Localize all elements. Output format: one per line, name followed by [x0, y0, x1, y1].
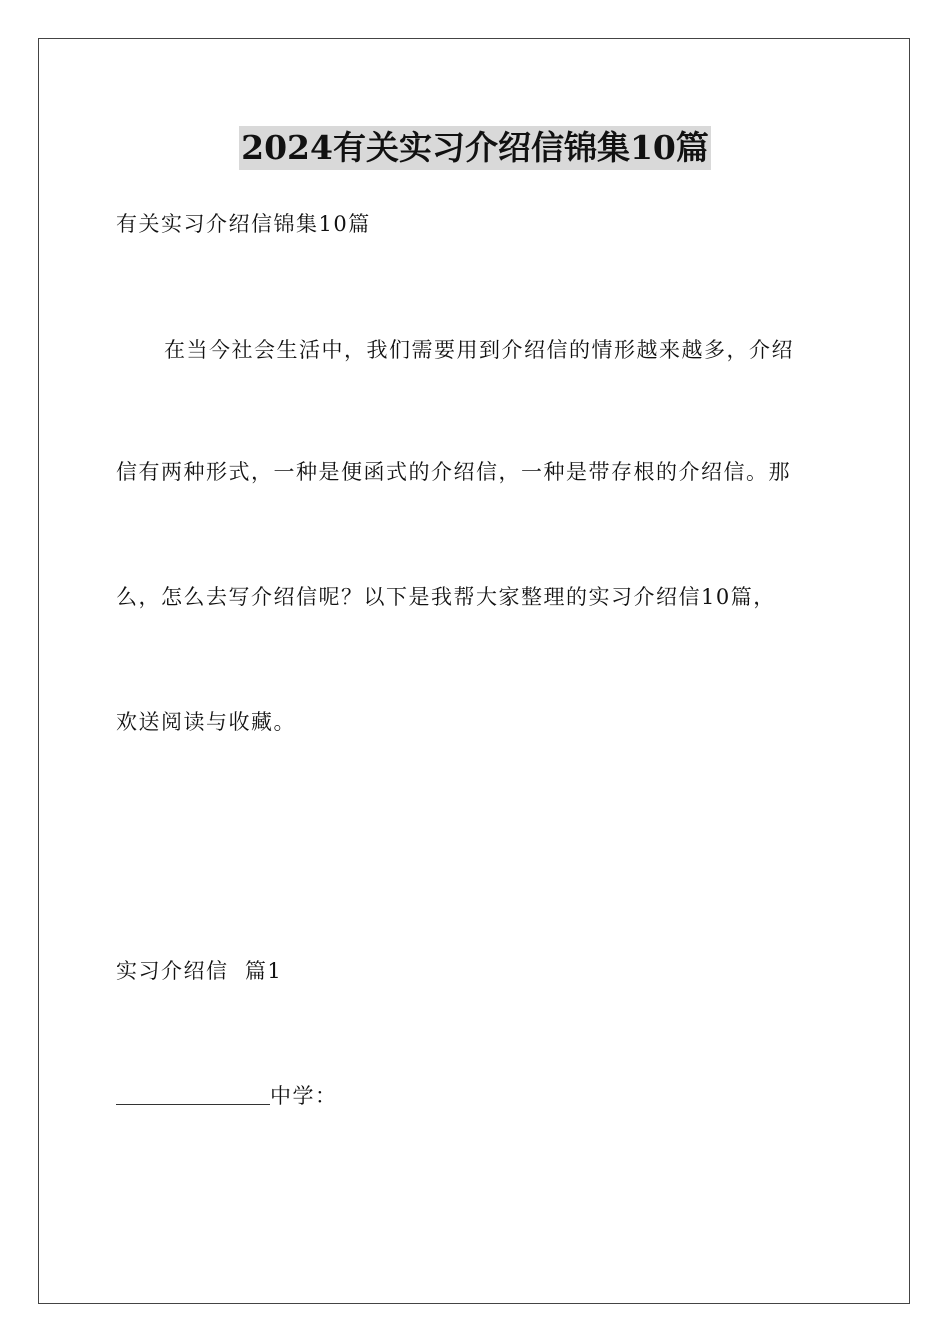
document-subtitle: 有关实习介绍信锦集10篇 — [116, 212, 371, 236]
addressee-suffix: 中学： — [270, 1084, 338, 1108]
document-title: 2024有关实习介绍信锦集10篇 — [239, 126, 711, 170]
addressee-line — [116, 1081, 836, 1111]
intro-line-2: 信有两种形式，一种是便函式的介绍信，一种是带存根的介绍信。那 — [116, 460, 791, 484]
title-container — [0, 126, 950, 170]
addressee-blank — [116, 1082, 270, 1105]
intro-line-3: 么，怎么去写介绍信呢？以下是我帮大家整理的实习介绍信10篇， — [116, 585, 776, 609]
section-heading: 实习介绍信 篇1 — [116, 959, 283, 983]
intro-line-1: 在当今社会生活中，我们需要用到介绍信的情形越来越多，介绍 — [164, 338, 794, 362]
intro-line-4: 欢送阅读与收藏。 — [116, 710, 296, 734]
